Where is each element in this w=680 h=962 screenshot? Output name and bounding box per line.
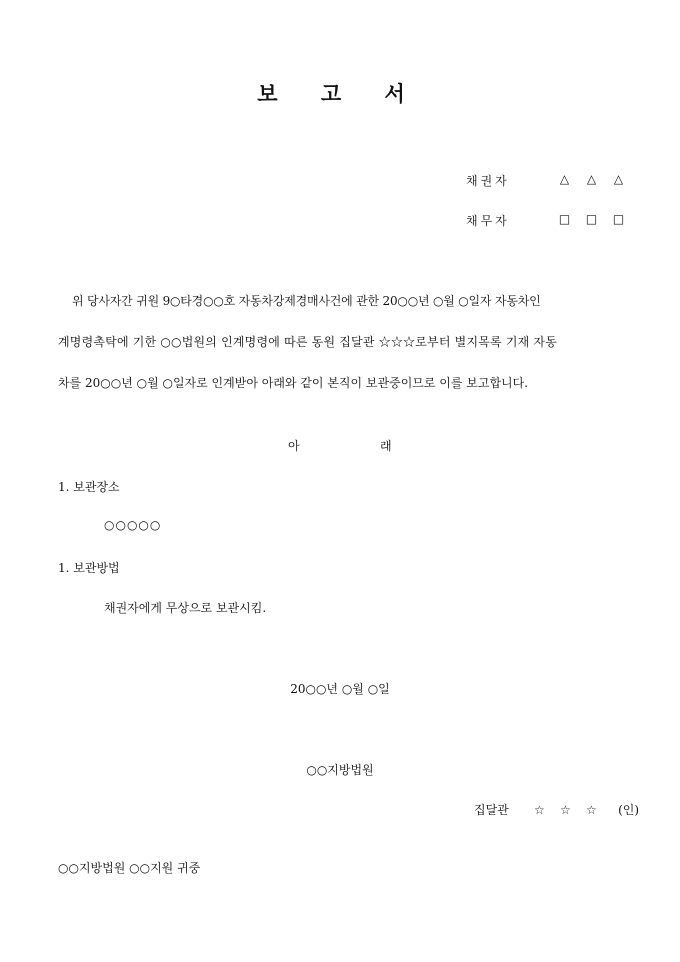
debtor-mark: □: [585, 212, 598, 226]
item-heading: 1. 보관방법: [58, 561, 120, 575]
item-content: ○○○○○: [104, 518, 162, 532]
body-paragraph-2: [58, 332, 634, 352]
document-title: 보 고 서: [257, 81, 423, 106]
court-name: ○○지방법원: [306, 763, 374, 777]
debtor-mark: □: [612, 212, 625, 226]
signer-name-mark: ☆: [534, 803, 545, 817]
report-date: 20○○년 ○월 ○일: [290, 682, 390, 696]
body-paragraph-3: [58, 373, 634, 393]
creditor-value: [551, 172, 632, 186]
body-line: 위 당사자간 귀원 9○타경○○호 자동차강제경매사건에 관한 20○○년 ○월 ○일자 자동차인: [72, 294, 541, 308]
creditor-mark: △: [559, 172, 570, 186]
creditor-mark: △: [586, 172, 597, 186]
debtor-mark: □: [558, 212, 571, 226]
debtor-value: [551, 212, 632, 226]
body-line: 차를 20○○년 ○월 ○일자로 인계받아 아래와 같이 본직이 보관중이므로 이를 보고합니다.: [58, 376, 529, 390]
creditor-row: [466, 172, 510, 189]
signer-name-mark: ☆: [586, 803, 597, 817]
item-content: 채권자에게 무상으로 보관시킴.: [104, 601, 267, 615]
seal-mark: (인): [618, 803, 640, 817]
body-paragraph: [58, 291, 634, 311]
signer-block: [474, 801, 639, 818]
below-heading-right: 래: [380, 439, 392, 453]
debtor-label: 채무자: [466, 214, 510, 228]
below-heading-left: 아: [288, 439, 300, 453]
signer-title: 집달관: [474, 803, 509, 817]
recipient: ○○지방법원 ○○지원 귀중: [58, 861, 201, 875]
signer-name-mark: ☆: [560, 803, 571, 817]
item-heading: 1. 보관장소: [58, 480, 120, 494]
debtor-row: [466, 212, 510, 229]
creditor-label: 채권자: [466, 174, 510, 188]
creditor-mark: △: [613, 172, 624, 186]
body-line: 계명령촉탁에 기한 ○○법원의 인계명령에 따른 동원 집달관 ☆☆☆로부터 별지목록 기재 자동: [58, 335, 558, 349]
